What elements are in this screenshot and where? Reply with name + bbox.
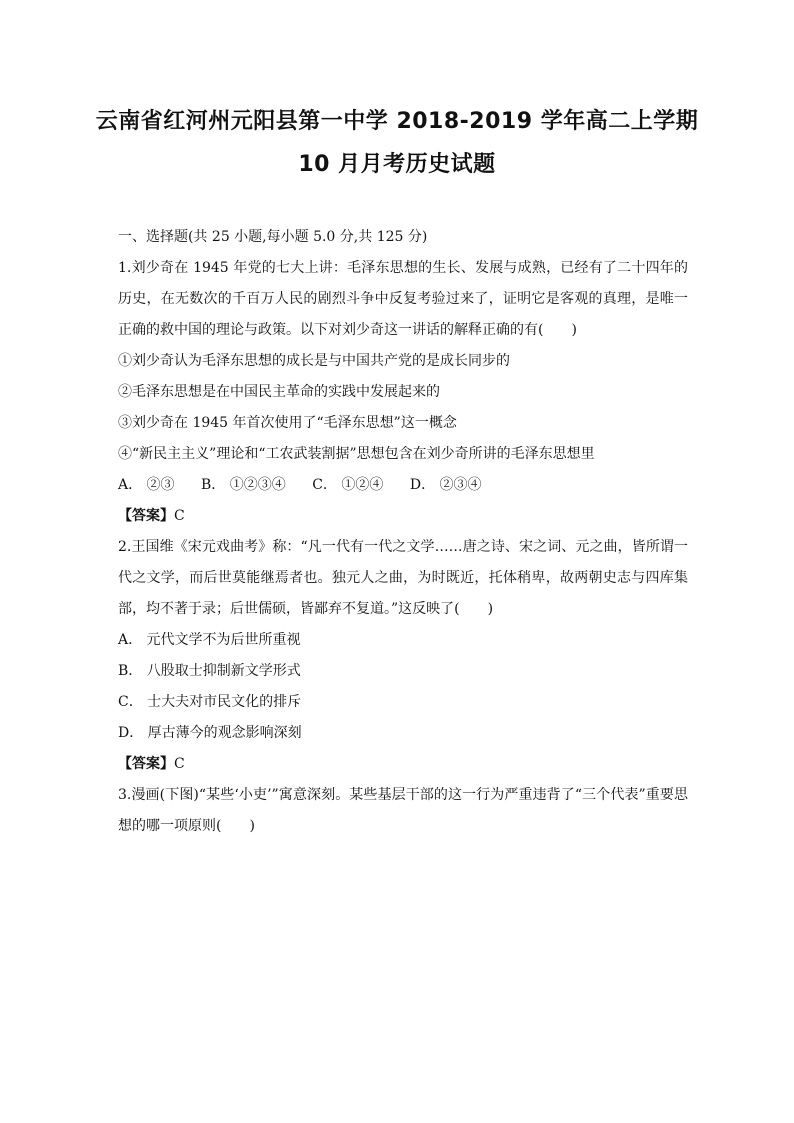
- question-1-statement-4: ④“新民主主义”理论和“工农武装割据”思想包含在刘少奇所讲的毛泽东思想里: [118, 446, 595, 462]
- question-1-statement-1: ①刘少奇认为毛泽东思想的成长是与中国共产党的是成长同步的: [118, 353, 510, 369]
- question-2-answer-value: C: [174, 756, 185, 772]
- question-2-answer: [118, 749, 688, 780]
- question-1-statement-2: ②毛泽东思想是在中国民主革命的实践中发展起来的: [118, 384, 440, 400]
- question-1-options: [118, 470, 688, 501]
- question-1-option-b: B． ①②③④: [201, 477, 286, 493]
- question-1-statement-3: ③刘少奇在 1945 年首次使用了“毛泽东思想”这一概念: [118, 415, 457, 431]
- document-title-line2: 10 月月考历史试题: [298, 152, 496, 177]
- question-2-stem: 2.王国维《宋元戏曲考》称：“凡一代有一代之文学……唐之诗、宋之词、元之曲，皆所谓一代之文学，而后世莫能继焉者也。独元人之曲，为时既近，托体稍卑，故两朝史志与四库集部，均不著于录；后世儒硕，皆鄙弃不复道。”这反映了( ): [118, 539, 688, 617]
- question-1-stem: 1.刘少奇在 1945 年党的七大上讲：毛泽东思想的生长、发展与成熟，已经有了二十四年的历史，在无数次的千百万人民的剧烈斗争中反复考验过来了，证明它是客观的真理，是唯一正确的救中国的理论与政策。以下对刘少奇这一讲话的解释正确的有( ): [118, 260, 688, 338]
- question-1-option-d: D． ②③④: [409, 477, 482, 493]
- question-1-answer-label: 【答案】: [118, 508, 174, 524]
- question-2-option-c: C． 士大夫对市民文化的排斥: [118, 694, 302, 710]
- question-3-stem: 3.漫画(下图)“某些‘小吏’”寓意深刻。某些基层干部的这一行为严重违背了“三个代表”重要思想的哪一项原则( ): [118, 787, 688, 834]
- question-1-option-a: A． ②③: [118, 477, 175, 493]
- question-2-option-a: A． 元代文学不为后世所重视: [118, 632, 301, 648]
- exam-body: [118, 222, 688, 842]
- document-title-line1: 云南省红河州元阳县第一中学 2018-2019 学年高二上学期: [95, 109, 699, 134]
- question-1-answer-value: C: [174, 508, 185, 524]
- question-2-option-d: D． 厚古薄今的观念影响深刻: [118, 725, 302, 741]
- question-1-option-c: C． ①②④: [312, 477, 384, 493]
- question-2-answer-label: 【答案】: [118, 756, 174, 772]
- question-1-answer: [118, 501, 688, 532]
- question-2-option-b: B． 八股取士抑制新文学形式: [118, 663, 301, 679]
- section-heading: 一、选择题(共 25 小题,每小题 5.0 分,共 125 分): [118, 229, 428, 245]
